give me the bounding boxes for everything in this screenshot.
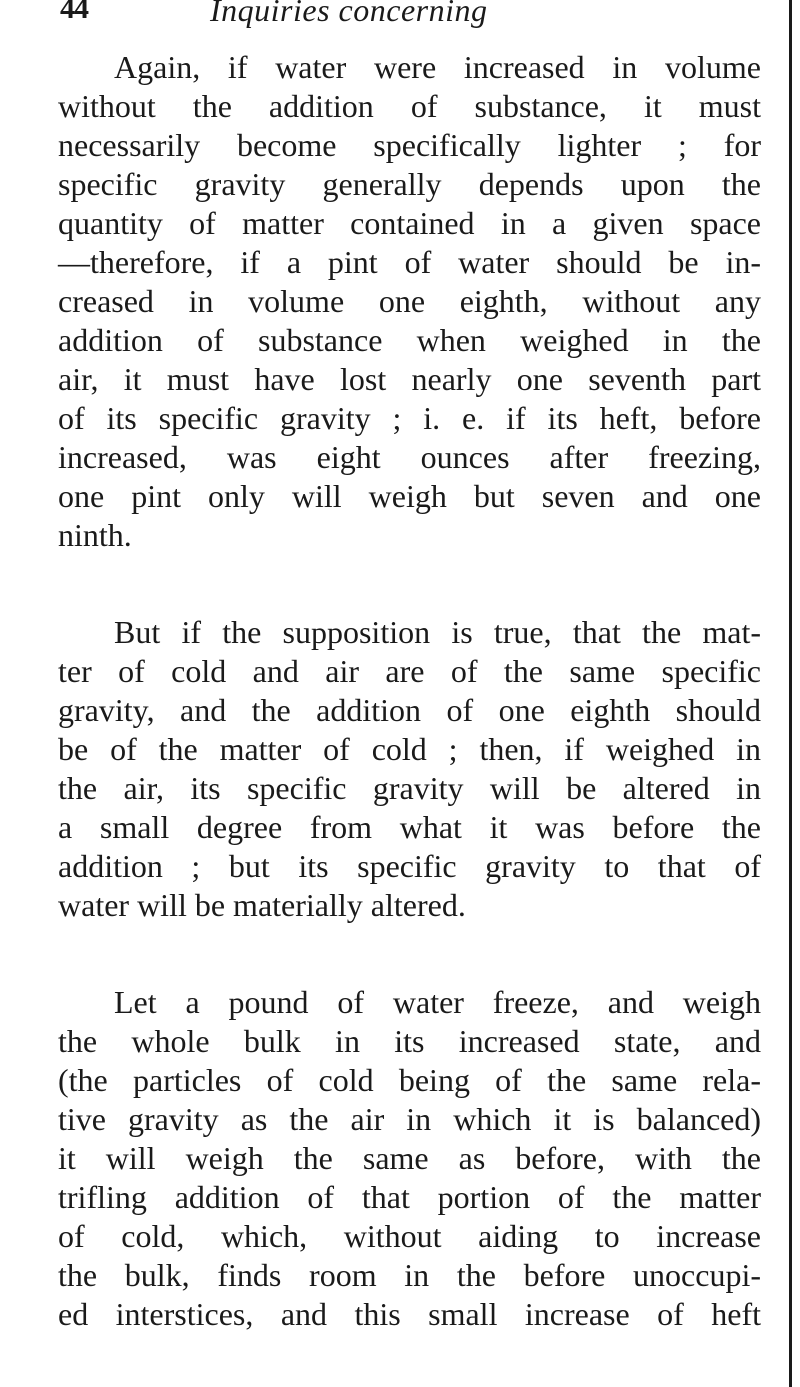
text-line: But if the supposition is true, that the mat-: [114, 614, 761, 650]
text-line: (the particles of cold being of the same rela-: [58, 1062, 761, 1098]
page-edge-rule: [789, 0, 792, 1387]
text-line: it will weigh the same as before, with the: [58, 1140, 761, 1176]
text-line: of cold, which, without aiding to increase: [58, 1218, 761, 1254]
running-head: Inquiries concerning: [210, 0, 488, 28]
text-line: the air, its specific gravity will be altered in: [58, 770, 761, 806]
text-line: water will be materially altered.: [58, 887, 466, 923]
text-line: tive gravity as the air in which it is balanced): [58, 1101, 761, 1137]
paragraph-3: [58, 983, 761, 1334]
paragraph-gap: [58, 555, 761, 613]
text-line: be of the matter of cold ; then, if weighed in: [58, 731, 761, 767]
text-line: quantity of matter contained in a given space: [58, 205, 761, 241]
text-line: a small degree from what it was before the: [58, 809, 761, 845]
page-number: 44: [60, 0, 88, 25]
paragraph-gap: [58, 925, 761, 983]
text-line: increased, was eight ounces after freezing,: [58, 439, 761, 475]
text-line: addition of substance when weighed in the: [58, 322, 761, 358]
text-line: without the addition of substance, it must: [58, 88, 761, 124]
text-line: ed interstices, and this small increase of heft: [58, 1296, 761, 1332]
paragraph-2: [58, 613, 761, 925]
body-text: [58, 48, 761, 1334]
text-line: trifling addition of that portion of the matter: [58, 1179, 761, 1215]
text-line: Let a pound of water freeze, and weigh: [114, 984, 761, 1020]
text-line: creased in volume one eighth, without any: [58, 283, 761, 319]
text-line: the bulk, finds room in the before unoccupi-: [58, 1257, 761, 1293]
text-line: gravity, and the addition of one eighth should: [58, 692, 761, 728]
text-line: necessarily become specifically lighter ; for: [58, 127, 761, 163]
text-line: of its specific gravity ; i. e. if its heft, before: [58, 400, 761, 436]
text-line: one pint only will weigh but seven and one: [58, 478, 761, 514]
text-line: the whole bulk in its increased state, and: [58, 1023, 761, 1059]
text-line: Again, if water were increased in volume: [114, 49, 761, 85]
text-line: air, it must have lost nearly one seventh part: [58, 361, 761, 397]
text-line: specific gravity generally depends upon the: [58, 166, 761, 202]
paragraph-1: [58, 48, 761, 555]
text-line: addition ; but its specific gravity to that of: [58, 848, 761, 884]
text-line: ninth.: [58, 517, 132, 553]
text-line: ter of cold and air are of the same specific: [58, 653, 761, 689]
page-header: [60, 0, 760, 30]
text-line: —therefore, if a pint of water should be in-: [58, 244, 761, 280]
